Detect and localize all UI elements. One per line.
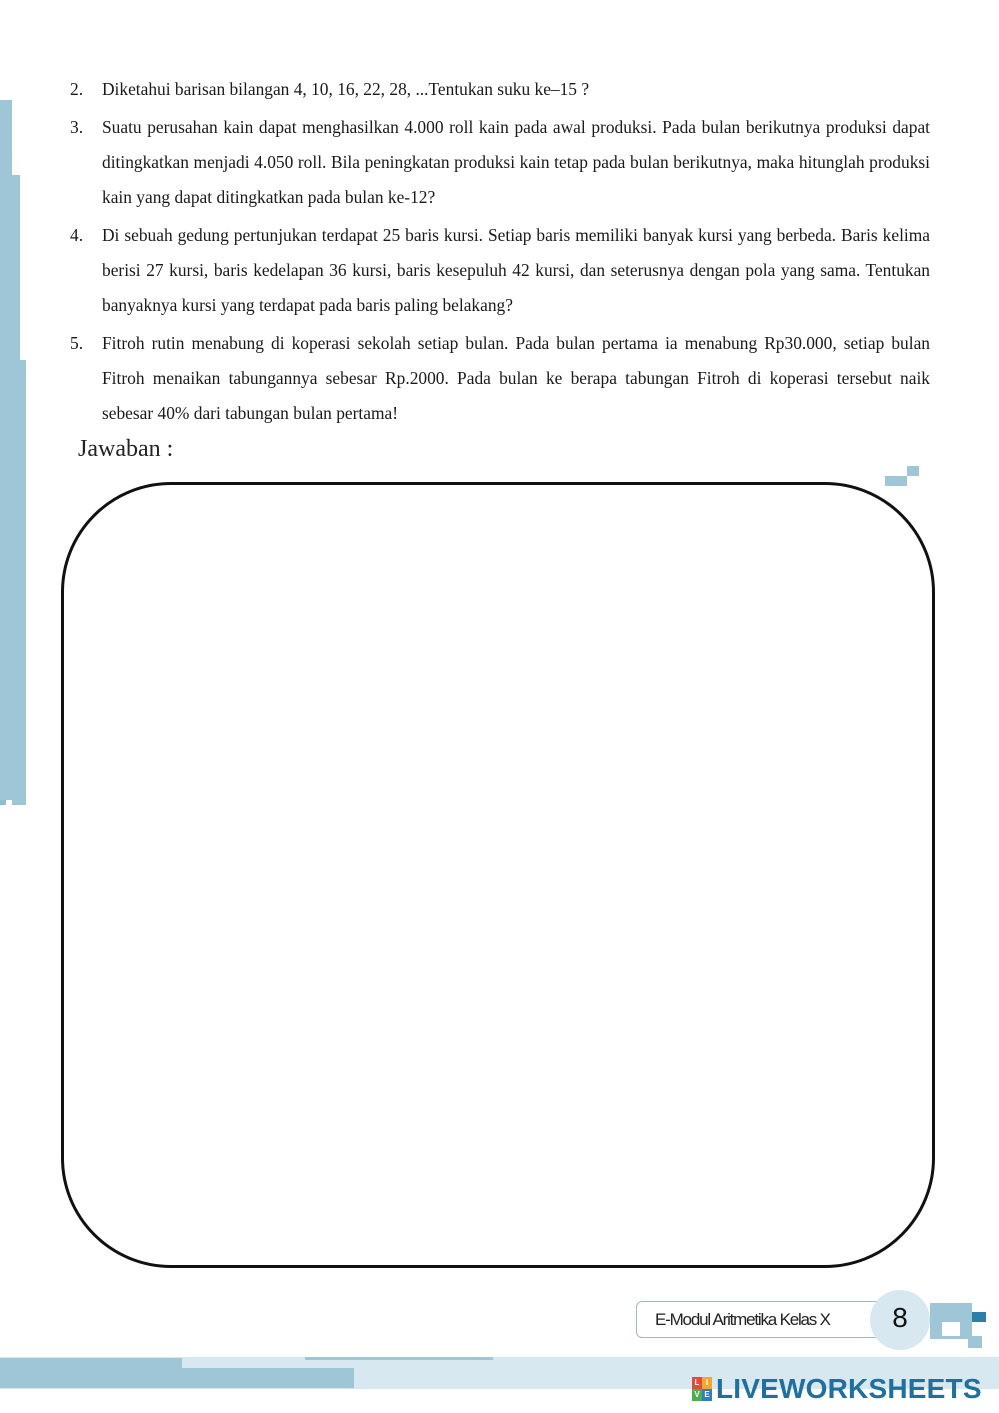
- question-text: Di sebuah gedung pertunjukan terdapat 25 baris kursi. Setiap baris memiliki banyak kursi yang berbeda. Baris kelima berisi 27 kursi, baris kedelapan 36 kursi, baris kesepuluh 42 kursi, dan seterusnya dengan pola yang sama. Tentukan banyaknya kursi yang terdapat pada baris paling belakang?: [102, 225, 930, 315]
- question-item: [70, 326, 930, 431]
- corner-decor-square: [907, 466, 919, 476]
- question-number: 2.: [70, 79, 84, 99]
- question-item: [70, 110, 930, 215]
- liveworksheets-watermark: [692, 1372, 982, 1406]
- answer-label: Jawaban :: [78, 436, 174, 462]
- side-decor-strip: [12, 360, 26, 805]
- question-number: 4.: [70, 225, 84, 245]
- question-list: [70, 72, 930, 434]
- page-number: 8: [892, 1302, 908, 1333]
- footer-decor-square: [972, 1312, 986, 1322]
- question-item: [70, 72, 930, 107]
- footer-module-badge: [636, 1301, 888, 1338]
- side-decor-strip: [8, 175, 20, 360]
- question-number: 5.: [70, 333, 84, 353]
- liveworksheets-logo-icon: L I V E: [692, 1377, 712, 1401]
- question-text: Suatu perusahan kain dapat menghasilkan 4.000 roll kain pada awal produksi. Pada bulan berikutnya produksi dapat ditingkatkan menjadi 4.050 roll. Bila peningkatan produksi kain tetap pada bulan berikutnya, maka hitunglah produksi kain yang dapat ditingkatkan pada bulan ke-12?: [102, 117, 930, 207]
- question-text: Diketahui barisan bilangan 4, 10, 16, 22, 28, ...Tentukan suku ke–15 ?: [102, 79, 590, 99]
- bottom-decor-band: [0, 1358, 182, 1368]
- footer-decor-square: [942, 1322, 960, 1336]
- answer-box[interactable]: [61, 482, 935, 1268]
- corner-decor-square: [885, 476, 907, 486]
- footer-decor-square: [968, 1336, 982, 1348]
- bottom-decor-band: [0, 1368, 354, 1388]
- question-item: [70, 218, 930, 323]
- module-title: E-Modul Aritmetika Kelas X: [655, 1310, 830, 1329]
- question-text: Fitroh rutin menabung di koperasi sekolah setiap bulan. Pada bulan pertama ia menabung Rp30.000, setiap bulan Fitroh menaikan tabungannya sebesar Rp.2000. Pada bulan ke berapa tabungan Fitroh di koperasi tersebut naik sebesar 40% dari tabungan bulan pertama!: [102, 333, 930, 423]
- liveworksheets-text: LIVEWORKSHEETS: [716, 1373, 982, 1404]
- page-number-badge: [870, 1290, 930, 1350]
- bottom-decor-line: [305, 1357, 493, 1360]
- question-number: 3.: [70, 117, 84, 137]
